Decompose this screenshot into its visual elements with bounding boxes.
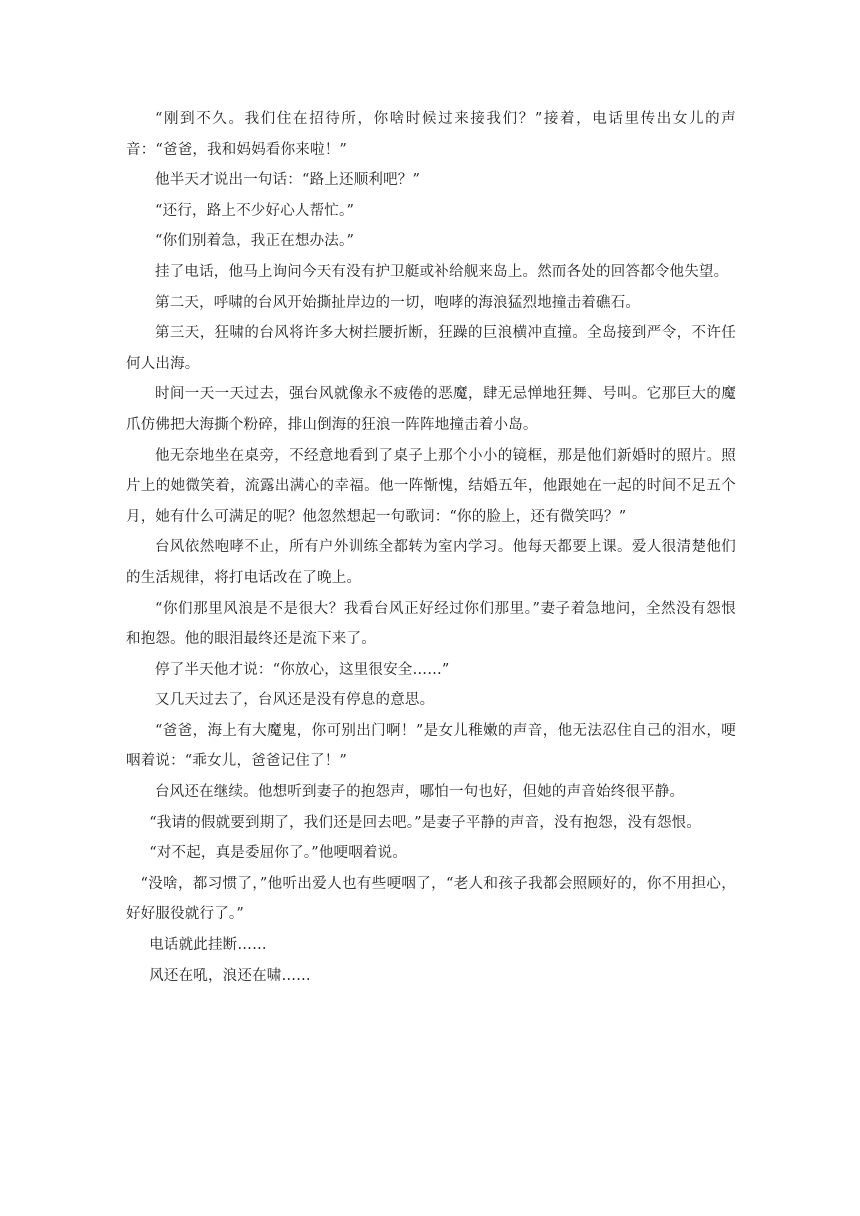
paragraph: 电话就此挂断…… xyxy=(149,937,267,954)
paragraph: “没啥，都习惯了，”他听出爱人也有些哽咽了，“老人和孩子我都会照顾好的，你不用担心，好好服役就行了。” xyxy=(126,875,736,923)
paragraph: 台风依然咆哮不止，所有户外训练全都转为室内学习。他每天都要上课。爱人很清楚他们的生活规律，将打电话改在了晚上。 xyxy=(126,539,736,586)
paragraph: 风还在吼，浪还在啸…… xyxy=(149,967,311,984)
paragraph: 时间一天一天过去，强台风就像永不疲倦的恶魔，肆无忌惮地狂舞、号叫。它那巨大的魔爪仿佛把大海撕个粉碎，排山倒海的狂浪一阵阵地撞击着小岛。 xyxy=(126,386,736,433)
paragraph: 第三天，狂啸的台风将许多大树拦腰折断，狂躁的巨浪横冲直撞。全岛接到严令，不许任何人出海。 xyxy=(126,325,736,372)
paragraph: “爸爸，海上有大魔鬼，你可别出门啊！”是女儿稚嫩的声音，他无法忍住自己的泪水，哽咽着说：“乖女儿，爸爸记住了！” xyxy=(126,722,736,770)
paragraph: “我请的假就要到期了，我们还是回去吧。”是妻子平静的声音，没有抱怨，没有怨恨。 xyxy=(149,814,702,831)
paragraph: “还行，路上不少好心人帮忙。” xyxy=(155,202,355,219)
paragraph: 第二天，呼啸的台风开始撕扯岸边的一切，咆哮的海浪猛烈地撞击着礁石。 xyxy=(155,294,641,311)
paragraph: 挂了电话，他马上询问今天有没有护卫艇或补给舰来岛上。然而各处的回答都令他失望。 xyxy=(155,263,729,280)
paragraph: 台风还在继续。他想听到妻子的抱怨声，哪怕一句也好，但她的声音始终很平静。 xyxy=(155,784,685,801)
paragraph: “你们别着急，我正在想办法。” xyxy=(155,233,355,250)
paragraph: 又几天过去了，台风还是没有停息的意思。 xyxy=(155,692,435,709)
paragraph: 他半天才说出一句话：“路上还顺利吧？” xyxy=(155,172,421,189)
paragraph: “对不起，真是委屈你了。”他哽咽着说。 xyxy=(149,845,408,862)
paragraph: 停了半天他才说：“你放心，这里很安全……” xyxy=(155,661,450,678)
paragraph: “刚到不久。我们住在招待所，你啥时候过来接我们？”接着，电话里传出女儿的声音：“爸爸，我和妈妈看你来啦！” xyxy=(126,111,736,158)
paragraph: “你们那里风浪是不是很大？我看台风正好经过你们那里。”妻子着急地问，全然没有怨恨和抱怨。他的眼泪最终还是流下来了。 xyxy=(126,600,736,648)
paragraph: 他无奈地坐在桌旁，不经意地看到了桌子上那个小小的镜框，那是他们新婚时的照片。照片上的她微笑着，流露出满心的幸福。他一阵惭愧，结婚五年，他跟她在一起的时间不足五个月，她有什么可满足的呢？他忽然想起一句歌词：“你的脸上，还有微笑吗？” xyxy=(126,447,736,525)
story-text xyxy=(126,104,736,991)
